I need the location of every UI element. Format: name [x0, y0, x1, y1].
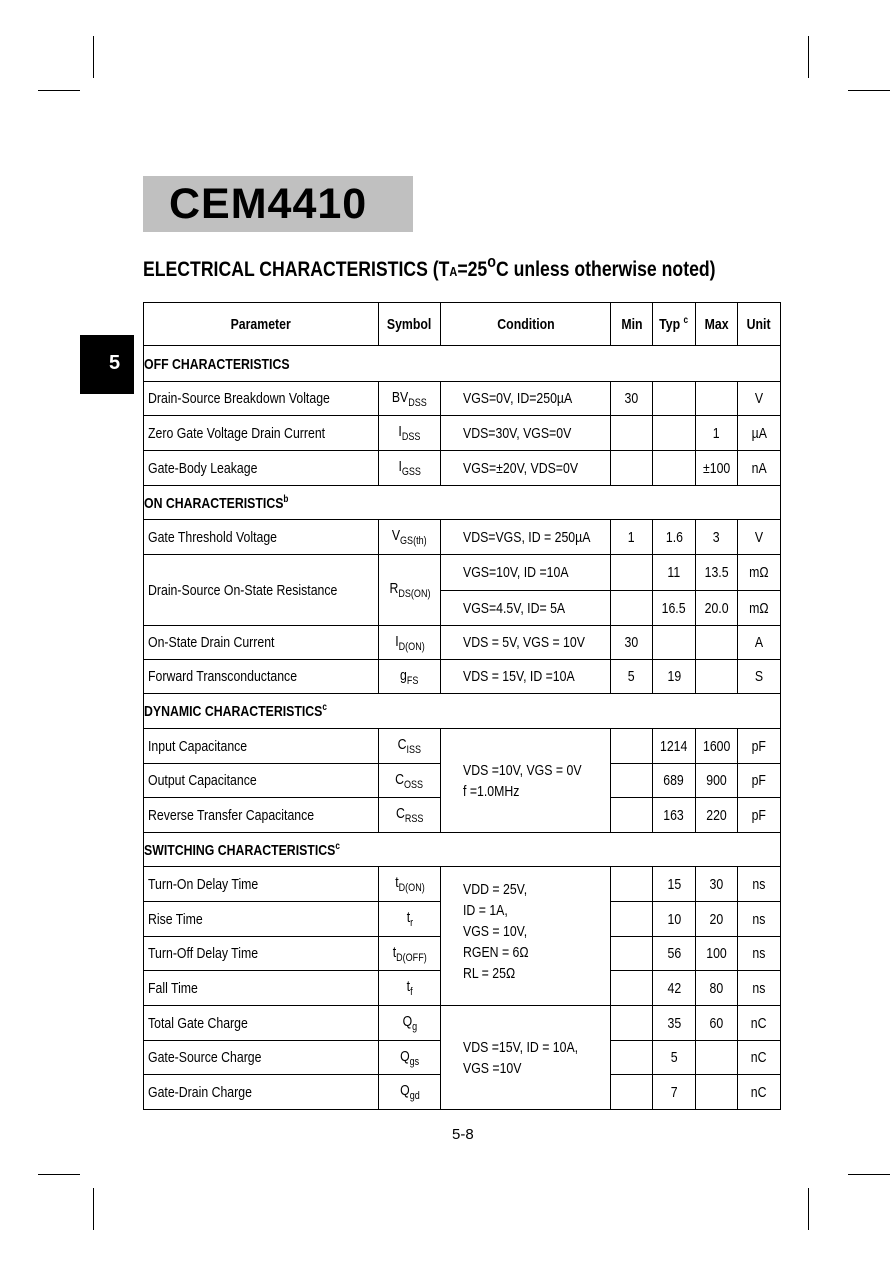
- col-min: Min: [611, 303, 653, 346]
- table-row: Turn-Off Delay Time $t_{D(OFF)}$ 56 100 ns: [144, 937, 781, 971]
- heading-degree: o: [487, 252, 496, 271]
- table-row: Drain-Source On-State Resistance $R_{DS(ON)}$ VGS=10V, ID =10A 11 13.5 mΩ: [144, 555, 781, 591]
- chapter-tab: [80, 335, 134, 394]
- table-row: Gate Threshold Voltage $V_{GS(th)}$ VDS=VGS, ID = 250µA 1 1.6 3 V: [144, 520, 781, 555]
- crop-mark: [93, 36, 94, 78]
- section-heading: [143, 252, 716, 282]
- section-on: ON CHARACTERISTICS$^b$: [144, 486, 781, 520]
- heading-cond-open: (T: [432, 258, 450, 281]
- heading-main: ELECTRICAL CHARACTERISTICS: [143, 258, 428, 281]
- table-row: Output Capacitance $C_{OSS}$ 689 900 pF: [144, 764, 781, 798]
- section-switching: SWITCHING CHARACTERISTICS$^c$: [144, 833, 781, 867]
- crop-mark: [848, 1174, 890, 1175]
- col-symbol: Symbol: [379, 303, 441, 346]
- table-row: Fall Time $t_f$ 42 80 ns: [144, 971, 781, 1006]
- table-row: Gate-Body Leakage $I_{GSS}$ VGS=±20V, VDS=0V ±100 nA: [144, 451, 781, 486]
- col-max: Max: [696, 303, 738, 346]
- table-row: Drain-Source Breakdown Voltage $BV_{DSS}$ VGS=0V, ID=250µA 30 V: [144, 382, 781, 416]
- col-condition: Condition: [441, 303, 611, 346]
- crop-mark: [808, 1188, 809, 1230]
- table-row: VGS=4.5V, ID= 5A 16.5 20.0 mΩ: [144, 591, 781, 626]
- crop-mark: [38, 90, 80, 91]
- heading-condition: [432, 252, 716, 281]
- table-row: Reverse Transfer Capacitance $C_{RSS}$ 163 220 pF: [144, 798, 781, 833]
- part-number-banner: [143, 176, 413, 232]
- heading-cond-close: C unless otherwise noted): [495, 258, 716, 281]
- col-typ: Typ $^c$: [653, 303, 696, 346]
- heading-cond-mid: =25: [457, 258, 488, 281]
- electrical-characteristics-table: [143, 302, 781, 1110]
- table-row: Total Gate Charge $Q_g$ VDS =15V, ID = 10A, VGS =10V 35 60 nC: [144, 1006, 781, 1041]
- table-row: Forward Transconductance $g_{FS}$ VDS = 15V, ID =10A 5 19 S: [144, 660, 781, 694]
- table-row: Input Capacitance $C_{ISS}$ VDS =10V, VGS = 0V f =1.0MHz 1214 1600 pF: [144, 729, 781, 764]
- table-header-row: [144, 303, 781, 346]
- crop-mark: [848, 90, 890, 91]
- section-off: OFF CHARACTERISTICS: [144, 346, 781, 382]
- table-row: Zero Gate Voltage Drain Current $I_{DSS}$ VDS=30V, VGS=0V 1 µA: [144, 416, 781, 451]
- col-parameter: Parameter: [144, 303, 379, 346]
- page-number: 5-8: [452, 1126, 474, 1143]
- table-row: Gate-Drain Charge $Q_{gd}$ 7 nC: [144, 1075, 781, 1110]
- table-row: Gate-Source Charge $Q_{gs}$ 5 nC: [144, 1041, 781, 1075]
- section-dynamic: DYNAMIC CHARACTERISTICS$^c$: [144, 694, 781, 729]
- crop-mark: [38, 1174, 80, 1175]
- crop-mark: [93, 1188, 94, 1230]
- table-row: Rise Time $t_r$ 10 20 ns: [144, 902, 781, 937]
- chapter-tab-label: 5: [109, 352, 121, 374]
- table-row: On-State Drain Current $I_{D(ON)}$ VDS = 5V, VGS = 10V 30 A: [144, 626, 781, 660]
- col-unit: Unit: [738, 303, 781, 346]
- heading-cond-sub: A: [449, 264, 458, 279]
- table-row: Turn-On Delay Time $t_{D(ON)}$ VDD = 25V, ID = 1A, VGS = 10V, RGEN = 6Ω RL = 25Ω 15 30 ns: [144, 867, 781, 902]
- crop-mark: [808, 36, 809, 78]
- part-number: CEM4410: [169, 180, 368, 228]
